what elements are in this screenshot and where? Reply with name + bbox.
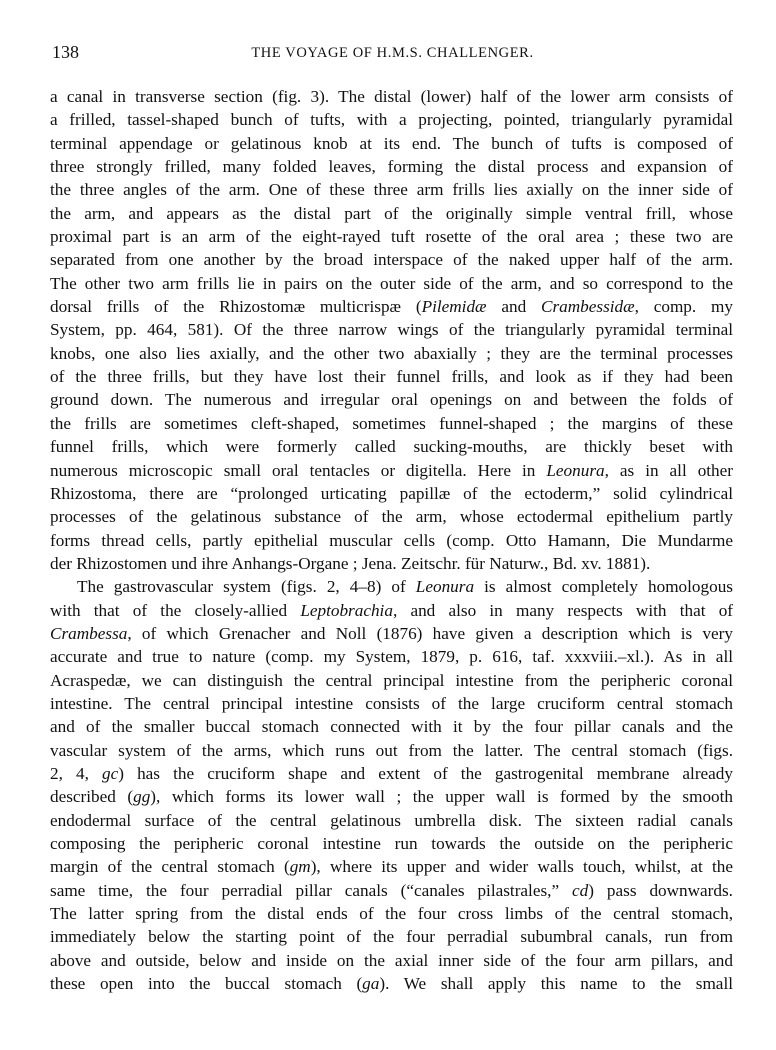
text-run: ). We shall apply this name to the small (379, 974, 733, 994)
text-run: proximal part is an arm of the eight-rayed tuft rosette of the oral area ; these two are (50, 227, 733, 247)
text-line (50, 435, 733, 458)
italic-text: Leonura (546, 460, 605, 480)
text-line (50, 132, 733, 155)
text-run: the frills are sometimes cleft-shaped, sometimes funnel-shaped ; the margins of these (50, 413, 733, 433)
text-run: these open into the buccal stomach ( (50, 974, 363, 994)
text-run: Acraspedæ, we can distinguish the central principal intestine from the peripheric coronal (50, 670, 733, 690)
text-line (50, 85, 733, 108)
text-line (50, 295, 733, 318)
italic-text: Leonura (415, 577, 475, 597)
text-run: The latter spring from the distal ends of the four cross limbs of the central stomach, (50, 904, 733, 924)
italic-text: gm (289, 857, 311, 877)
text-run: , as in all other (604, 460, 734, 480)
text-line (50, 505, 733, 528)
text-run: same time, the four perradial pillar canals (“canales pilastrales,” (50, 880, 573, 900)
text-run: the arm, and appears as the distal part of the originally simple ventral frill, whose (50, 203, 733, 223)
text-line (50, 832, 733, 855)
text-run: immediately below the starting point of the four perradial subumbral canals, run from (50, 927, 733, 947)
text-run: numerous microscopic small oral tentacles or digitella. Here in (50, 460, 547, 480)
text-run: dorsal frills of the Rhizostomæ multicrispæ ( (50, 297, 422, 317)
text-run: der Rhizostomen und ihre Anhangs-Organe ; Jena. Zeitschr. für Naturw., Bd. xv. 1881). (50, 553, 651, 573)
text-line (50, 622, 733, 645)
italic-text: gc (102, 763, 119, 783)
text-run: , comp. my (634, 297, 733, 317)
italic-text: gg (133, 787, 151, 807)
text-run: a frilled, tassel-shaped bunch of tufts, with a projecting, pointed, triangularly pyramidal (50, 110, 733, 130)
text-run: three strongly frilled, many folded leaves, forming the distal process and expansion of (50, 157, 733, 177)
italic-text: Crambessa (50, 623, 128, 643)
text-run: , and also in many respects with that of (392, 600, 734, 620)
italic-text: Pilemidæ (421, 297, 487, 317)
text-line (50, 202, 733, 225)
text-line (50, 599, 733, 622)
text-run: intestine. The central principal intestine consists of the large cruciform central stomach (50, 693, 733, 713)
text-run: endodermal surface of the central gelatinous umbrella disk. The sixteen radial canals (50, 810, 733, 830)
text-run: forms thread cells, partly epithelial muscular cells (comp. Otto Hamann, Die Mundarme (50, 530, 733, 550)
text-line (50, 949, 733, 972)
text-line (50, 342, 733, 365)
text-run: ground down. The numerous and irregular oral openings on and between the folds of (50, 390, 733, 410)
text-line (50, 318, 733, 341)
text-run: ) pass downwards. (588, 880, 733, 900)
text-run: the three angles of the arm. One of these three arm frills lies axially on the inner side of (50, 180, 733, 200)
text-line (50, 902, 733, 925)
running-title: THE VOYAGE OF H.M.S. CHALLENGER. (251, 45, 534, 61)
text-line (50, 972, 733, 995)
text-line (50, 529, 733, 552)
text-line (50, 715, 733, 738)
text-line (50, 925, 733, 948)
text-run: terminal appendage or gelatinous knob at its end. The bunch of tufts is composed of (50, 133, 733, 153)
text-line (50, 272, 733, 295)
text-line (50, 225, 733, 248)
text-run: vascular system of the arms, which runs out from the latter. The central stomach (figs. (50, 740, 733, 760)
text-run: above and outside, below and inside on the axial inner side of the four arm pillars, and (50, 950, 733, 970)
text-run: ), where its upper and wider walls touch, whilst, at the (310, 857, 733, 877)
italic-text: Crambessidæ (541, 297, 635, 317)
text-line (50, 762, 733, 785)
text-line (50, 645, 733, 668)
text-run: margin of the central stomach ( (50, 857, 290, 877)
body-text (50, 85, 733, 995)
text-run: processes of the gelatinous substance of the arm, whose ectodermal epithelium partly (50, 507, 733, 527)
text-run: The other two arm frills lie in pairs on the outer side of the arm, and so correspond to the (50, 273, 733, 293)
text-line (50, 178, 733, 201)
text-run: separated from one another by the broad interspace of the naked upper half of the arm. (50, 250, 733, 270)
italic-text: cd (572, 880, 589, 900)
text-line (50, 388, 733, 411)
text-run: The gastrovascular system (figs. 2, 4–8) of (77, 577, 416, 597)
text-line (50, 248, 733, 271)
text-run: described ( (50, 787, 134, 807)
italic-text: Leptobrachia (300, 600, 393, 620)
text-run: is almost completely homologous (474, 577, 733, 597)
text-run: of the three frills, but they have lost their funnel frills, and look as if they had been (50, 367, 733, 387)
text-line (50, 855, 733, 878)
italic-text: ga (362, 974, 380, 994)
text-run: , of which Grenacher and Noll (1876) have given a description which is very (127, 623, 733, 643)
text-line (50, 108, 733, 131)
text-line (50, 552, 733, 575)
text-run: composing the peripheric coronal intestine run towards the outside on the peripheric (50, 834, 733, 853)
text-run: System, pp. 464, 581). Of the three narrow wings of the triangularly pyramidal terminal (50, 320, 733, 340)
page-header (52, 42, 733, 66)
text-run: a canal in transverse section (fig. 3). The distal (lower) half of the lower arm consists of (50, 87, 733, 106)
text-run: and (486, 297, 541, 317)
text-line (50, 739, 733, 762)
text-run: funnel frills, which were formerly called sucking-mouths, are thickly beset with (50, 437, 733, 457)
text-run: and of the smaller buccal stomach connected with it by the four pillar canals and the (50, 717, 733, 737)
text-run: ), which forms its lower wall ; the upper wall is formed by the smooth (150, 787, 733, 807)
page-number: 138 (52, 42, 79, 62)
text-line (50, 669, 733, 692)
text-line (50, 412, 733, 435)
text-line (50, 365, 733, 388)
text-line (50, 575, 733, 598)
text-run: accurate and true to nature (comp. my System, 1879, p. 616, taf. xxxviii.–xl.). As in all (50, 647, 733, 667)
text-line (50, 482, 733, 505)
text-run: ) has the cruciform shape and extent of the gastrogenital membrane already (118, 763, 733, 783)
text-run: with that of the closely-allied (50, 600, 301, 620)
text-run: knobs, one also lies axially, and the other two abaxially ; they are the terminal processes (50, 343, 733, 363)
text-line (50, 879, 733, 902)
text-line (50, 785, 733, 808)
text-run: Rhizostoma, there are “prolonged urticating papillæ of the ectoderm,” solid cylindrical (50, 483, 733, 503)
text-line (50, 809, 733, 832)
text-line (50, 155, 733, 178)
text-run: 2, 4, (50, 763, 103, 783)
text-line (50, 692, 733, 715)
text-line (50, 459, 733, 482)
